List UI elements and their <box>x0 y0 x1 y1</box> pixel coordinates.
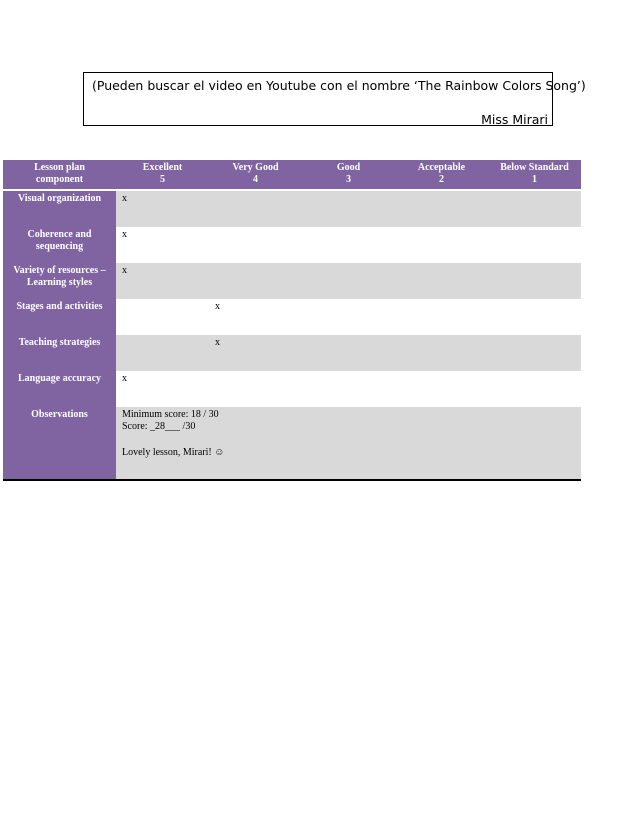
table-row <box>3 371 581 407</box>
mark-cell <box>302 227 395 263</box>
mark-cell <box>488 263 581 299</box>
mark-cell <box>209 371 302 407</box>
mark-cell <box>395 371 488 407</box>
observations-cell <box>116 407 581 480</box>
score: Score: _28___ /30 <box>122 421 196 432</box>
mark-cell <box>302 190 395 227</box>
rubric-table <box>3 160 581 481</box>
mark-cell <box>395 299 488 335</box>
mark-cell <box>209 190 302 227</box>
mark-cell: x <box>122 373 127 384</box>
note-text: (Pueden buscar el video en Youtube con el nombre ‘The Rainbow Colors Song’) <box>92 78 586 93</box>
table-row <box>3 190 581 227</box>
header-good: Good 3 <box>302 160 395 190</box>
row-label: Language accuracy <box>3 371 116 407</box>
header-below-standard: Below Standard 1 <box>488 160 581 190</box>
mark-cell <box>395 263 488 299</box>
mark-cell <box>395 227 488 263</box>
observations-label: Observations <box>3 407 116 480</box>
teacher-signature: Miss Mirari <box>481 112 548 127</box>
table-row <box>3 263 581 299</box>
mark-cell <box>395 190 488 227</box>
table-row <box>3 227 581 263</box>
table-row <box>3 335 581 371</box>
rubric-header-row <box>3 160 581 190</box>
header-very-good: Very Good 4 <box>209 160 302 190</box>
mark-cell <box>488 299 581 335</box>
mark-cell: x <box>116 190 209 227</box>
row-label: Stages and activities <box>3 299 116 335</box>
table-row <box>3 299 581 335</box>
row-label: Teaching strategies <box>3 335 116 371</box>
row-label: Variety of resources – Learning styles <box>3 263 116 299</box>
mark-cell: x <box>209 335 302 371</box>
observation-comment: Lovely lesson, Mirari! ☺ <box>122 447 225 458</box>
mark-cell <box>302 263 395 299</box>
header-component: Lesson plan component <box>3 160 116 190</box>
note-box <box>83 72 586 127</box>
minimum-score: Minimum score: 18 / 30 <box>122 409 219 420</box>
mark-cell <box>488 335 581 371</box>
mark-cell <box>116 299 209 335</box>
mark-cell <box>209 227 302 263</box>
mark-cell <box>209 263 302 299</box>
mark-cell <box>302 299 395 335</box>
header-acceptable: Acceptable 2 <box>395 160 488 190</box>
row-label: Coherence and sequencing <box>3 227 116 263</box>
mark-cell <box>395 335 488 371</box>
mark-cell <box>488 190 581 227</box>
mark-cell <box>488 227 581 263</box>
mark-cell: x <box>116 263 209 299</box>
mark-cell <box>116 335 209 371</box>
mark-cell <box>302 371 395 407</box>
mark-cell: x <box>215 301 220 312</box>
row-label: Visual organization <box>3 190 116 227</box>
mark-cell: x <box>122 229 127 240</box>
mark-cell <box>302 335 395 371</box>
mark-cell <box>488 371 581 407</box>
header-excellent: Excellent 5 <box>116 160 209 190</box>
observations-row <box>3 407 581 480</box>
